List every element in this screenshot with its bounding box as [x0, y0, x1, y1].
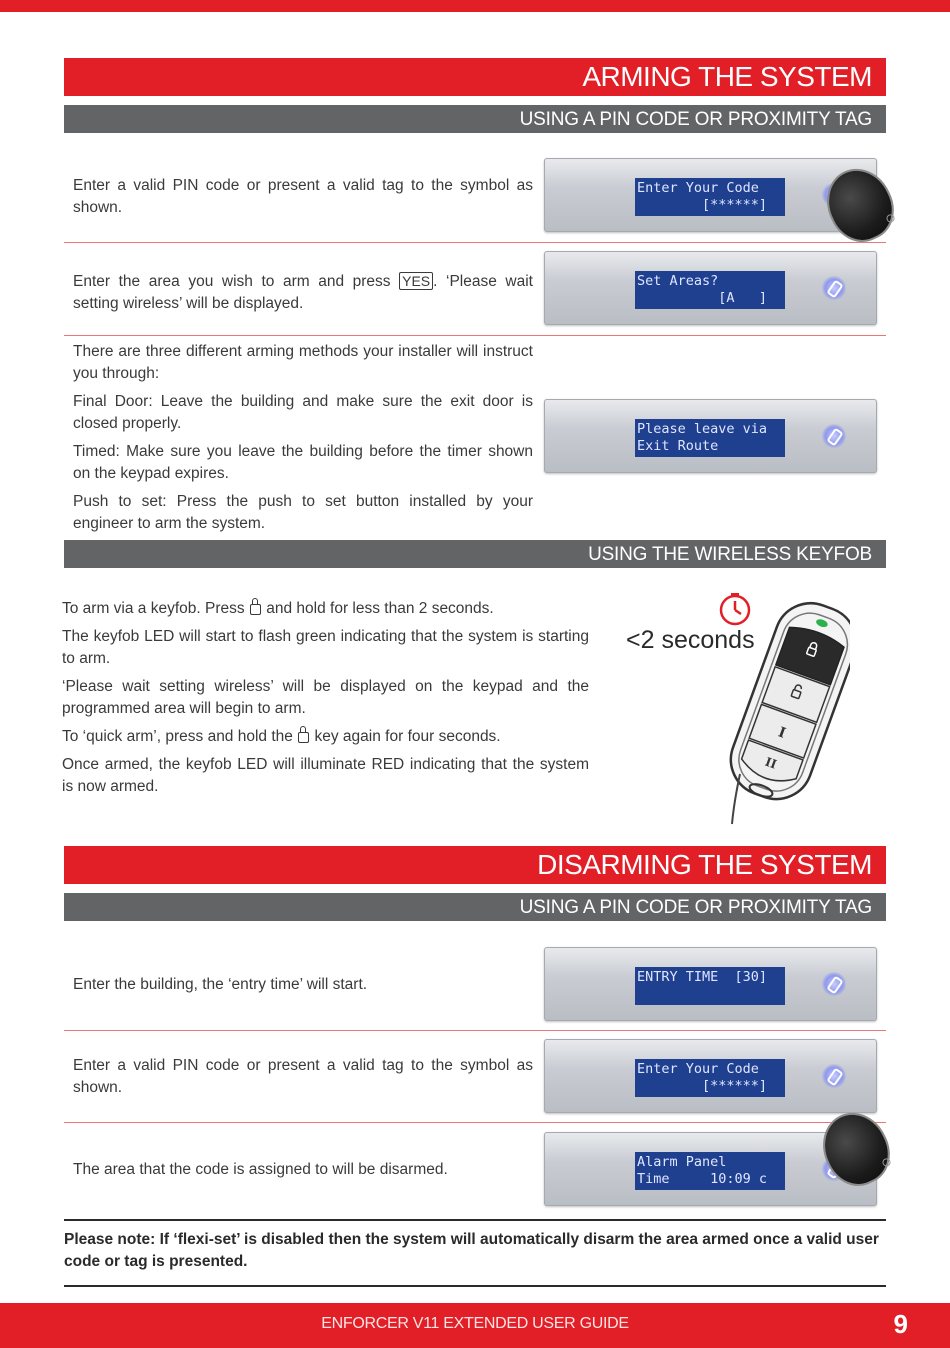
button-two-label: II — [763, 754, 779, 772]
disarming-step-2-text: Enter a valid PIN code or present a valid tag to the symbol as shown. — [73, 1057, 533, 1096]
page-number: 9 — [893, 1309, 908, 1339]
disarming-step-1-text: Enter the building, the ‘entry time’ will start. — [73, 976, 368, 993]
disarming-step-3-text: The area that the code is assigned to will be disarmed. — [73, 1161, 448, 1178]
keypad-display-enter-code — [544, 1039, 877, 1113]
lock-icon — [298, 732, 309, 743]
arming-pin-heading: USING A PIN CODE OR PROXIMITY TAG — [64, 105, 886, 133]
note-bottom-rule — [64, 1285, 886, 1287]
lcd-screen: Set Areas? [A ] — [635, 271, 785, 309]
lcd-screen: Enter Your Code [******] — [635, 1059, 785, 1097]
keypad-display-enter-code — [544, 158, 877, 232]
keypad-display-entry-time — [544, 947, 877, 1021]
proximity-tag-icon — [822, 424, 846, 448]
keyfob-lanyard — [732, 774, 740, 824]
keyfob-instructions: To arm via a keyfob. Press and hold for less than 2 seconds. The keyfob LED will start to flash green indicating that the system is starting to arm. ‘Please wait setting wireless’ will be displayed on the keypad and the programmed area will begin to arm. To ‘quick arm’, press and hold the key again for four seconds. Once armed, the keyfob LED will illuminate RED indicating that the system is now armed. — [62, 600, 589, 795]
lcd-screen: Enter Your Code [******] — [635, 178, 785, 216]
divider — [64, 335, 886, 336]
proximity-tag-icon — [822, 972, 846, 996]
yes-key-icon: YES — [399, 272, 433, 290]
proximity-tag-icon — [822, 1064, 846, 1088]
stopwatch-icon — [721, 593, 749, 624]
hold-duration-label: <2 seconds — [626, 626, 755, 654]
proximity-tag-icon — [822, 276, 846, 300]
footer-title: ENFORCER V11 EXTENDED USER GUIDE — [321, 1315, 629, 1332]
divider — [64, 1122, 886, 1123]
flexi-set-note: Please note: If ‘flexi-set’ is disabled then the system will automatically disarm the area armed once a valid user code or tag is presented. — [64, 1231, 879, 1270]
disarming-section-title: DISARMING THE SYSTEM — [64, 846, 886, 884]
note-top-rule — [64, 1219, 886, 1221]
disarming-pin-heading: USING A PIN CODE OR PROXIMITY TAG — [64, 893, 886, 921]
lcd-screen: ENTRY TIME [30] — [635, 967, 785, 1005]
lock-icon — [250, 604, 261, 615]
keypad-display-set-areas — [544, 251, 877, 325]
top-accent-bar — [0, 0, 950, 12]
arming-step-2-text: Enter the area you wish to arm and press YES . ‘Please wait setting wireless’ will be displayed. — [73, 273, 533, 312]
divider — [64, 1030, 886, 1031]
arming-section-title: ARMING THE SYSTEM — [64, 58, 886, 96]
divider — [64, 242, 886, 243]
arming-methods-text: There are three different arming methods your installer will instruct you through: Final Door: Leave the building and make sure the exit door is closed properly. Timed: Make sure you leave the building before the timer shown on the keypad expires. Push to set: Press the push to set button installed by your engineer to arm the system. — [73, 343, 533, 532]
lcd-screen: Alarm Panel Time 10:09 c — [635, 1152, 785, 1190]
button-one-label: I — [776, 724, 788, 742]
footer-bar — [0, 1303, 950, 1348]
keyfob-heading: USING THE WIRELESS KEYFOB — [64, 540, 886, 568]
lcd-screen: Please leave via Exit Route — [635, 419, 785, 457]
keyfob-illustration — [690, 592, 850, 828]
keypad-display-leave-via — [544, 399, 877, 473]
arming-step-1-text: Enter a valid PIN code or present a valid tag to the symbol as shown. — [73, 177, 533, 216]
